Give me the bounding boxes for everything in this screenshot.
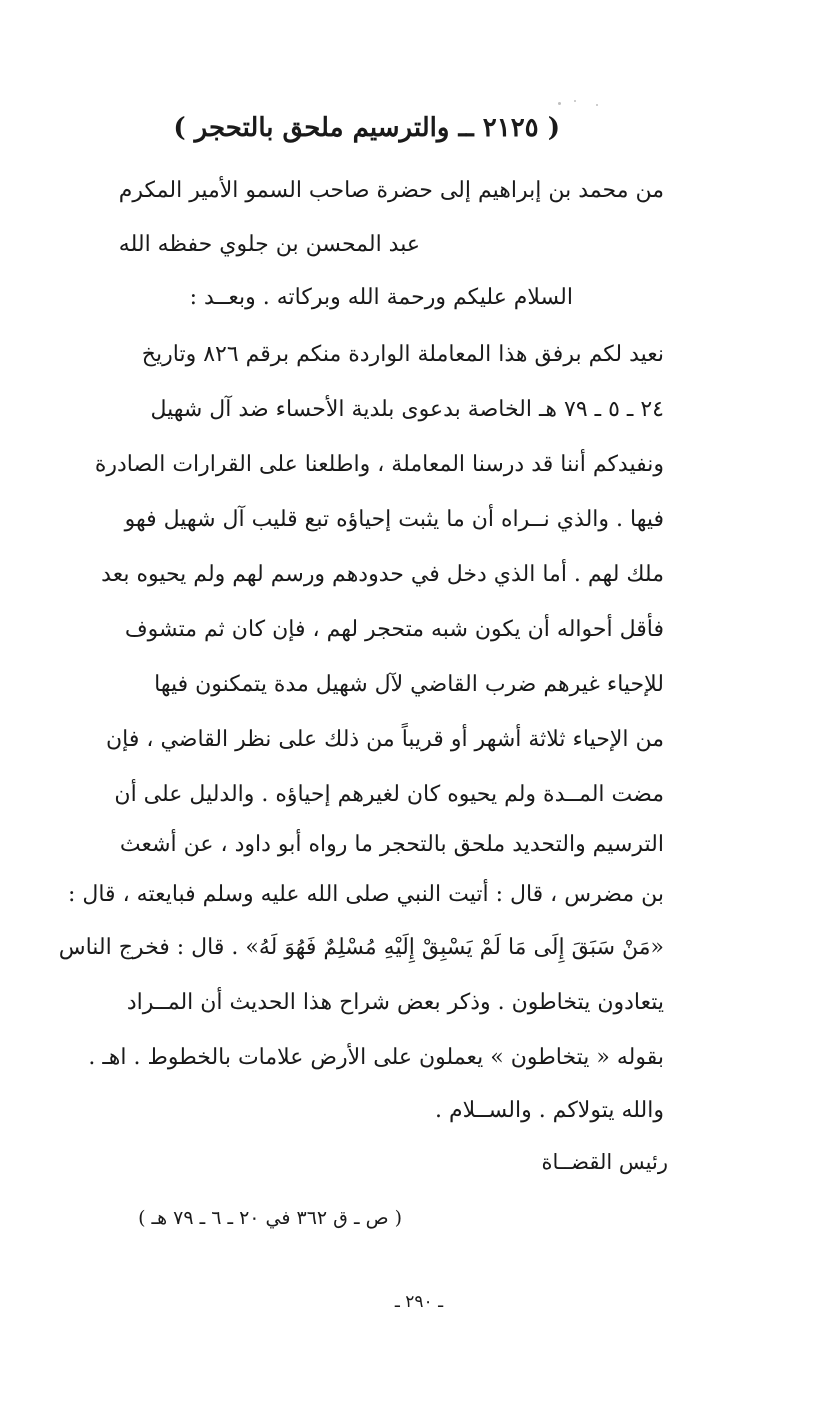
text-line: الترسيم والتحديد ملحق بالتحجر ما رواه أبو داود ، عن أشعث	[119, 832, 664, 857]
text-line: مضت المــدة ولم يحيوه كان لغيرهم إحياؤه . والدليل على أن	[114, 782, 664, 807]
scan-speck	[558, 102, 561, 105]
signature-title: رئيس القضــاة	[541, 1150, 668, 1174]
text-line: ملك لهم . أما الذي دخل في حدودهم ورسم لهم ولم يحيوه بعد	[101, 562, 664, 587]
text-line: للإحياء غيرهم ضرب القاضي لآل شهيل مدة يتمكنون فيها	[154, 672, 664, 697]
text-line: يتعادون يتخاطون . وذكر بعض شراح هذا الحديث أن المــراد	[126, 990, 664, 1015]
scan-speck	[574, 100, 576, 102]
text-line: فيها . والذي نــراه أن ما يثبت إحياؤه تبع قليب آل شهيل فهو	[124, 507, 664, 532]
document-title: ( ٢١٢٥ ــ والترسيم ملحق بالتحجر )	[173, 113, 560, 143]
text-line: ونفيدكم أننا قد درسنا المعاملة ، واطلعنا على القرارات الصادرة	[94, 452, 664, 477]
scan-speck	[596, 104, 598, 106]
text-line: نعيد لكم برفق هذا المعاملة الواردة منكم برقم ٨٢٦ وتاريخ	[141, 342, 664, 367]
text-line: بن مضرس ، قال : أتيت النبي صلى الله عليه وسلم فبايعته ، قال :	[67, 882, 664, 907]
text-line: ٢٤ ـ ٥ ـ ٧٩ هـ الخاصة بدعوى بلدية الأحساء ضد آل شهيل	[150, 397, 664, 422]
text-line: السلام عليكم ورحمة الله وبركاته . وبعــد :	[189, 285, 573, 310]
text-line: فأقل أحواله أن يكون شبه متحجر لهم ، فإن كان ثم متشوف	[124, 617, 664, 642]
text-line: عبد المحسن بن جلوي حفظه الله	[118, 232, 420, 257]
page-number: ـ ٢٩٠ ـ	[394, 1292, 444, 1312]
reference-note: ( ص ـ ق ٣٦٢ في ٢٠ ـ ٦ ـ ٧٩ هـ )	[138, 1207, 402, 1229]
text-line: «مَنْ سَبَقَ إِلَى مَا لَمْ يَسْبِقْ إِلَيْهِ مُسْلِمٌ فَهُوَ لَهُ» . قال : فخرج الناس	[58, 935, 664, 960]
text-line: من الإحياء ثلاثة أشهر أو قريباً من ذلك على نظر القاضي ، فإن	[105, 727, 664, 752]
text-line: بقوله « يتخاطون » يعملون على الأرض علامات بالخطوط . اهـ .	[88, 1045, 664, 1070]
text-line: والله يتولاكم . والســلام .	[435, 1098, 664, 1123]
text-line: من محمد بن إبراهيم إلى حضرة صاحب السمو الأمير المكرم	[118, 178, 664, 203]
